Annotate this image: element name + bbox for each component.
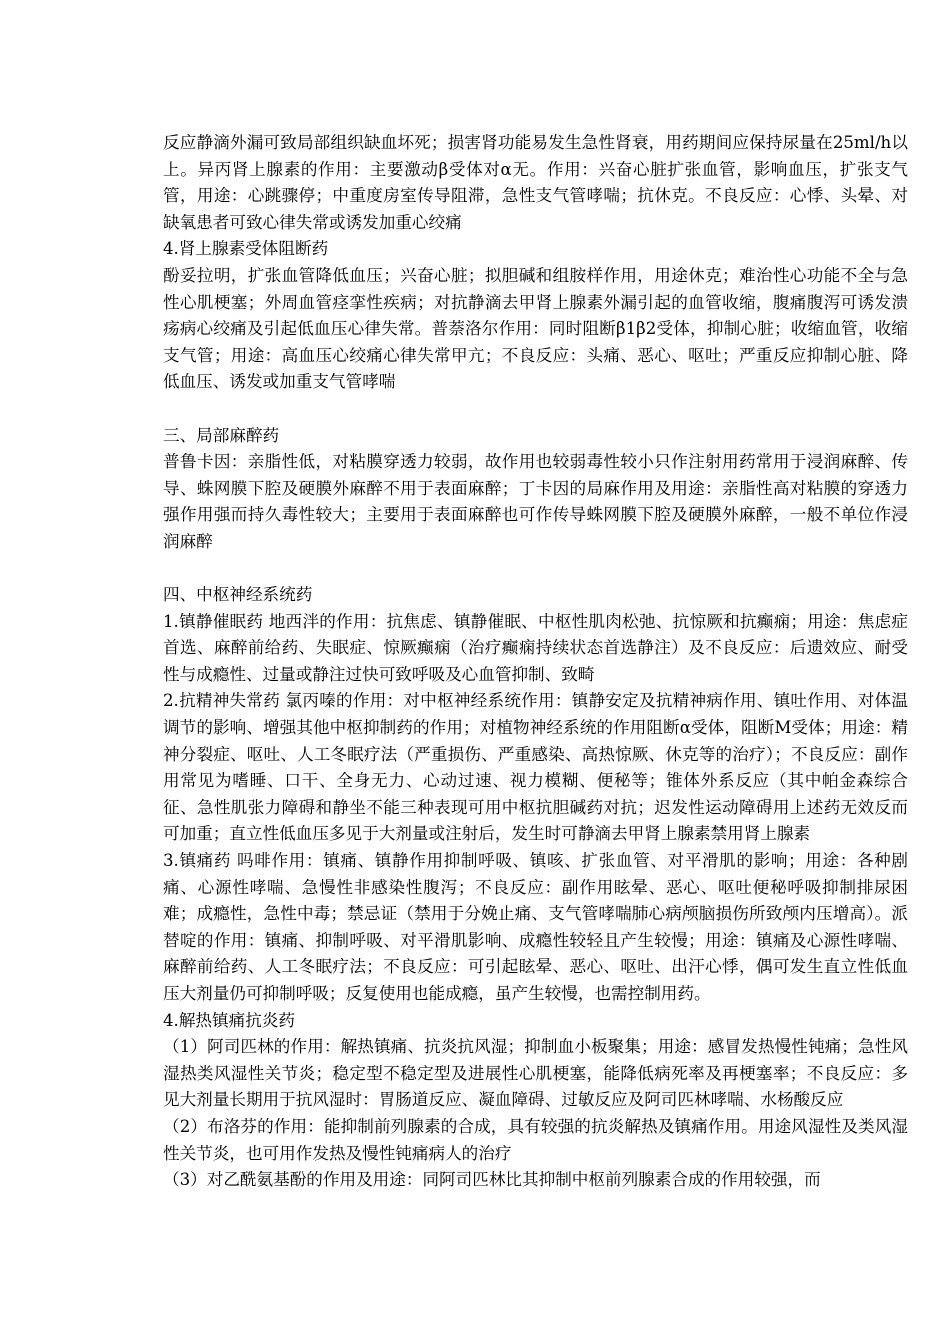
paragraph-sedative-hypnotics: 1.镇静催眠药 地西泮的作用：抗焦虑、镇静催眠、中枢性肌肉松弛、抗惊厥和抗癫痫；用途：焦虑症首选、麻醉前给药、失眠症、惊厥癫痫（治疗癫痫持续状态首选静注）及不良反应：后遗效应、耐受性与成瘾性、过量或静注过快可致呼吸及心血管抑制、致畸 (163, 611, 908, 684)
blank-line (163, 556, 908, 583)
blank-line (163, 396, 908, 423)
heading-adrenergic-blockers: 4.肾上腺素受体阻断药 (163, 239, 329, 259)
paragraph-antipsychotics: 2.抗精神失常药 氯丙嗪的作用：对中枢神经系统作用：镇静安定及抗精神病作用、镇吐作用、对体温调节的影响、增强其他中枢抑制药的作用；对植物神经系统的作用阻断α受体，阻断M受体；用途：精神分裂症、呕吐、人工冬眠疗法（严重损伤、严重感染、高热惊厥、休克等的治疗）；不良反应：副作用常见为嗜睡、口干、全身无力、心动过速、视力模糊、便秘等；锥体外系反应（其中帕金森综合征、急性肌张力障碍和静坐不能三种表现可用中枢抗胆碱药对抗；迟发性运动障碍用上述药无效反而可加重；直立性低血压多见于大剂量或注射后，发生时可静滴去甲肾上腺素禁用肾上腺素 (163, 691, 908, 844)
paragraph-procaine-tetracaine: 普鲁卡因：亲脂性低，对粘膜穿透力较弱，故作用也较弱毒性较小只作注射用药常用于浸润麻醉、传导、蛛网膜下腔及硬膜外麻醉不用于表面麻醉；丁卡因的局麻作用及用途：亲脂性高对粘膜的穿透力强作用强而持久毒性较大；主要用于表面麻醉也可作传导蛛网膜下腔及硬膜外麻醉，一般不单位作浸润麻醉 (163, 452, 908, 551)
paragraph-phentolamine-propranolol: 酚妥拉明，扩张血管降低血压；兴奋心脏；拟胆碱和组胺样作用，用途休克；难治性心功能不全与急性心肌梗塞；外周血管痉挛性疾病；对抗静滴去甲肾上腺素外漏引起的血管收缩，腹痛腹泻可诱发溃疡病心绞痛及引起低血压心律失常。普萘洛尔作用：同时阻断β1β2受体，抑制心脏；收缩血管，收缩支气管；用途：高血压心绞痛心律失常甲亢；不良反应：头痛、恶心、呕吐；严重反应抑制心脏、降低血压、诱发或加重支气管哮喘 (163, 265, 908, 392)
paragraph-aspirin: （1）阿司匹林的作用：解热镇痛、抗炎抗风湿；抑制血小板聚集；用途：感冒发热慢性钝痛；急性风湿热类风湿性关节炎；稳定型不稳定型及进展性心肌梗塞，能降低病死率及再梗塞率；不良反应：多见大剂量长期用于抗风湿时：胃肠道反应、凝血障碍、过敏反应及阿司匹林哮喘、水杨酸反应 (163, 1037, 908, 1110)
heading-cns-drugs: 四、中枢神经系统药 (163, 585, 313, 605)
heading-nsaids: 4.解热镇痛抗炎药 (163, 1010, 295, 1030)
heading-local-anesthetics: 三、局部麻醉药 (163, 425, 280, 445)
paragraph-ibuprofen: （2）布洛芬的作用：能抑制前列腺素的合成，具有较强的抗炎解热及镇痛作用。用途风湿性及类风湿性关节炎，也可用作发热及慢性钝痛病人的治疗 (163, 1116, 908, 1163)
paragraph-analgesics: 3.镇痛药 吗啡作用：镇痛、镇静作用抑制呼吸、镇咳、扩张血管、对平滑肌的影响；用途：各种剧痛、心源性哮喘、急慢性非感染性腹泻；不良反应：副作用眩晕、恶心、呕吐便秘呼吸抑制排尿困难；成瘾性，急性中毒；禁忌证（禁用于分娩止痛、支气管哮喘肺心病颅脑损伤所致颅内压增高）。派替啶的作用：镇痛、抑制呼吸、对平滑肌影响、成瘾性较轻且产生较慢；用途：镇痛及心源性哮喘、麻醉前给药、人工冬眠疗法；不良反应：可引起眩晕、恶心、呕吐、出汗心悸，偶可发生直立性低血压大剂量仍可抑制呼吸；反复使用也能成瘾，虽产生较慢，也需控制用药。 (163, 851, 908, 1003)
paragraph-acetaminophen: （3）对乙酰氨基酚的作用及用途：同阿司匹林比其抑制中枢前列腺素合成的作用较强，而 (163, 1170, 821, 1190)
paragraph-epinephrine-isoprenaline: 反应静滴外漏可致局部组织缺血坏死；损害肾功能易发生急性肾衰，用药期间应保持尿量在25ml/h以上。异丙肾上腺素的作用：主要激动β受体对α无。作用：兴奋心脏扩张血管，影响血压，扩张支气管，用途：心跳骤停；中重度房室传导阻滞，急性支气管哮喘；抗休克。不良反应：心悸、头晕、对缺氧患者可致心律失常或诱发加重心绞痛 (163, 133, 908, 232)
document-page (163, 130, 908, 1194)
